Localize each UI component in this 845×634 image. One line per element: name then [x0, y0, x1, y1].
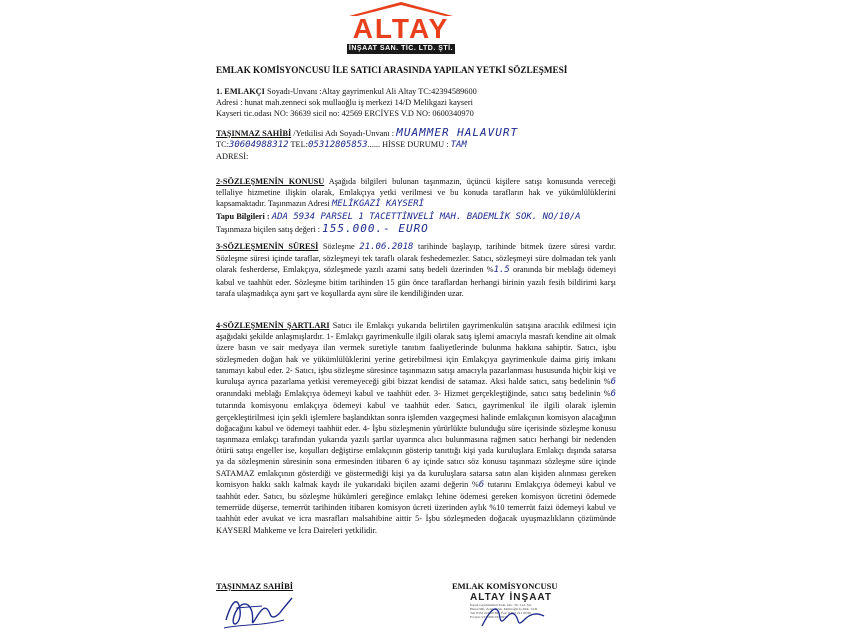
- section-3-rest: oranında bir meblağı ödemeyi kabul ve taahhüt eder. Sözleşme bitim tarihinden 15 gün önce taraflardan herhangi birinin yazılı fesih bildirimi karşı tarafa ulaşmadıkça aynı şart ve koşullarda aynı süre ile kendiliğinden uzar.: [216, 265, 616, 298]
- owner-address-label: ADRESİ:: [216, 152, 249, 162]
- stamp-line-4: Erciyes V.D. 060 034 0970: [470, 615, 508, 619]
- section-4-p4: tutarını Emlakçıya ödemeyi kabul ve taahhüt eder. Satıcı, bu sözleşme hükümleri gereğince emlakçı lehine ödemesi gereken komisyon ücretini ödemede temerrüde düşerse, temerrüt tarihinden itibaren komisyon ücreti üzerinden aylık %10 temerrüt faizi ödemeyi kabul ve taahhüt eder avukat ve icra masrafları malsahibine aittir 5- İşbu sözleşmeden doğacak uyuşmazlıkların çözümünde KAYSERİ Mahkeme ve İcra Daireleri yetkilidir.: [216, 479, 616, 535]
- owner-tc-label: TC:: [216, 140, 229, 150]
- section-3-text: tarihinde başlayıp, tarihinde bitmek üzere süresi vardır. Sözleşme süresi içinde taraflar, sözleşmeyi tek taraflı olarak feshedemezler. Satıcı, sözleşmeyi süre dolmadan tek yanlı olarak fesherderse, Emlakçıya, sözleşmede yazılı azami satış bedeli üzerinden %: [216, 242, 616, 275]
- owner-tel-label: TEL:: [290, 140, 308, 150]
- stamp-line-3: Tel: 0352 221 09 86 - Fax: 0 352 221 09 86: [470, 611, 531, 615]
- rate-a-value: 6: [610, 377, 616, 388]
- owner-block: [216, 127, 616, 163]
- deed-value: ADA 5934 PARSEL 1 TACETTİNVELİ MAH. BADEMLİK SOK. NO/10/A: [271, 211, 581, 222]
- cancellation-rate-value: 1.5: [493, 265, 510, 276]
- agent-signature: [478, 600, 548, 634]
- owner-share-label: ...... HİSSE DURUMU :: [367, 140, 449, 150]
- section-4-p3: tutarında komisyonu emlakçıya ödemeyi kabul ve taahhüt eder. Satıcı, gayrimenkul ile ilgili olarak işlemin gerçekleştirilmesi için şekli işlemlere başlandıktan sonra işlemden vazgeçmesi halinde emlakçının komisyon alacağının doğacağını kabul ve ödemeyi taahhüt eder. 4- İşbu sözleşmenin yürürlükte bulunduğu süre içerisinde sözleşme konusu taşınmaza emlakçı tarafından yukarıda yazılı şartlar uyarınca alıcı bulunmasına rağmen satıcı herhangi bir nedenden ötürü satışı engeller ise, koşulları değiştirse emlakçının gösterip tanıttığı kişi yada kuruluşlara Emlakçı dışında satarsa ya da sözleşmenin süresinin sona ermesinden itibaren 6 ay içinde satıcı söz konusu taşınmazı sözleşme süre içinde SATAMAZ emlakçının gösterdiği ve göstermediği kişi ya da kuruluşlara satarsa satın alan kişiden alınması gereken komisyon hakkı saklı kalmak kaydı ile yukarıdaki biçilen azami değerin %: [216, 401, 616, 489]
- agent-address: Adresi : hunat mah.zenneci sok mullaoğlu iş merkezi 14/D Melikgazi kayseri: [216, 98, 473, 108]
- owner-signature-label: TAŞINMAZ SAHİBİ: [216, 581, 294, 591]
- property-address-value: MELİKGAZİ KAYSERİ: [331, 199, 424, 210]
- owner-heading: TAŞINMAZ SAHİBİ: [216, 129, 292, 138]
- rate-b-value: 6: [610, 389, 616, 400]
- agent-name-line: Soyadı-Unvanı :Altay gayrimenkul Ali Altay TC:42394589600: [264, 87, 477, 96]
- rate-c-value: 6: [478, 479, 485, 490]
- section-3-heading: 3-SÖZLEŞMENİN SÜRESİ: [216, 242, 319, 251]
- owner-name-label: /Yetkilisi Adı Soyadı-Unvanı :: [291, 129, 395, 138]
- stamp-line-1: İnşaat Gayrimenkul Taah. Oto. Tic. Ltd. Şti.: [470, 603, 532, 607]
- owner-tc-value: 30604988312: [228, 140, 289, 151]
- altay-logo: [341, 2, 461, 56]
- owner-name-value: MUAMMER HALAVURT: [396, 126, 519, 139]
- logo-brand: ALTAY: [352, 13, 450, 44]
- price-value: 155.000.- EURO: [322, 221, 429, 235]
- stamp-line-2: Hunat Mh. Zenneci Sk. Mullaoğlu İş Mrk. 14/D: [470, 607, 538, 611]
- agent-registry: Kayseri tic.odası NO: 36639 sicil no: 42569 ERCİYES V.D NO: 0600340970: [216, 109, 474, 119]
- owner-share-value: TAM: [450, 140, 467, 151]
- section-1-heading: 1. EMLAKÇI: [216, 87, 265, 96]
- logo-subtitle: İNŞAAT SAN. TİC. LTD. ŞTİ.: [348, 45, 454, 52]
- start-date-value: 21.06.2018: [359, 242, 414, 252]
- section-1-agent: [216, 86, 616, 120]
- stamp-brand: ALTAY İNŞAAT: [470, 592, 553, 603]
- section-4-heading: 4-SÖZLEŞMENİN ŞARTLARI: [216, 321, 330, 330]
- contract-title: EMLAK KOMİSYONCUSU İLE SATICI ARASINDA YAPILAN YETKİ SÖZLEŞMESİ: [216, 65, 568, 75]
- section-3-pre: Sözleşme: [318, 242, 360, 251]
- section-3-duration: [216, 241, 616, 299]
- deed-label: Tapu Bilgileri :: [216, 211, 270, 221]
- section-4-p2: oranındaki meblağı Emlakçıya ödemeyi kabul ve taahhüt eder. 3- Hizmet gerçekleştiğinde, satıcı satış bedelinin %: [216, 389, 611, 399]
- owner-tel-value: 05312805853: [307, 140, 368, 151]
- section-2-text: Aşağıda bilgileri bulunan taşınmazın, üçüncü kişilere satışı konusunda vereceği tellaliye hizmetine ilişkin olarak, Emlakçıya yetki verilmesi ve bu konuda tarafların hak ve yükümlülüklerini kapsamaktadır. Taşınmazın Adresi: [216, 177, 616, 209]
- owner-signature: [222, 590, 302, 634]
- price-label: Taşınmaza biçilen satış değeri :: [216, 224, 321, 234]
- section-4-p1: Satıcı ile Emlakçı yukarıda belirtilen gayrimenkulün satışına aracılık edilmesi için aşağıdaki şekilde anlaşmışlardır. 1- Emlakçı gayrimenkulle ilgili olarak satış işlemi amacıyla masrafı kendine ait olmak üzere basın ve sair medyaya ilan vermek suretiyle tanıtım faaliyetlerinde bulunma hakkına sahiptir. Satıcı, işbu sözleşmeden doğan hak ve yükümlülüklerini yerine getirebilmesi için Emlakçıya gayrimenkule daima giriş imkanı tanımayı kabul eder. 2- Satıcı, işbu sözleşme süresince taşınmazın satışı amacıyla pazarlanması hususunda hiçbir kişi ve kuruluşa ayrıca pazarlama yetkisi veremeyeceği gibi bizzat kendisi de satamaz. Aksi halde satıcı, satış bedelinin %: [216, 321, 616, 387]
- section-2-subject: [216, 176, 616, 235]
- section-4-terms: [216, 320, 616, 536]
- agent-signature-label: EMLAK KOMİSYONCUSU: [452, 581, 558, 591]
- section-2-heading: 2-SÖZLEŞMENİN KONUSU: [216, 177, 325, 186]
